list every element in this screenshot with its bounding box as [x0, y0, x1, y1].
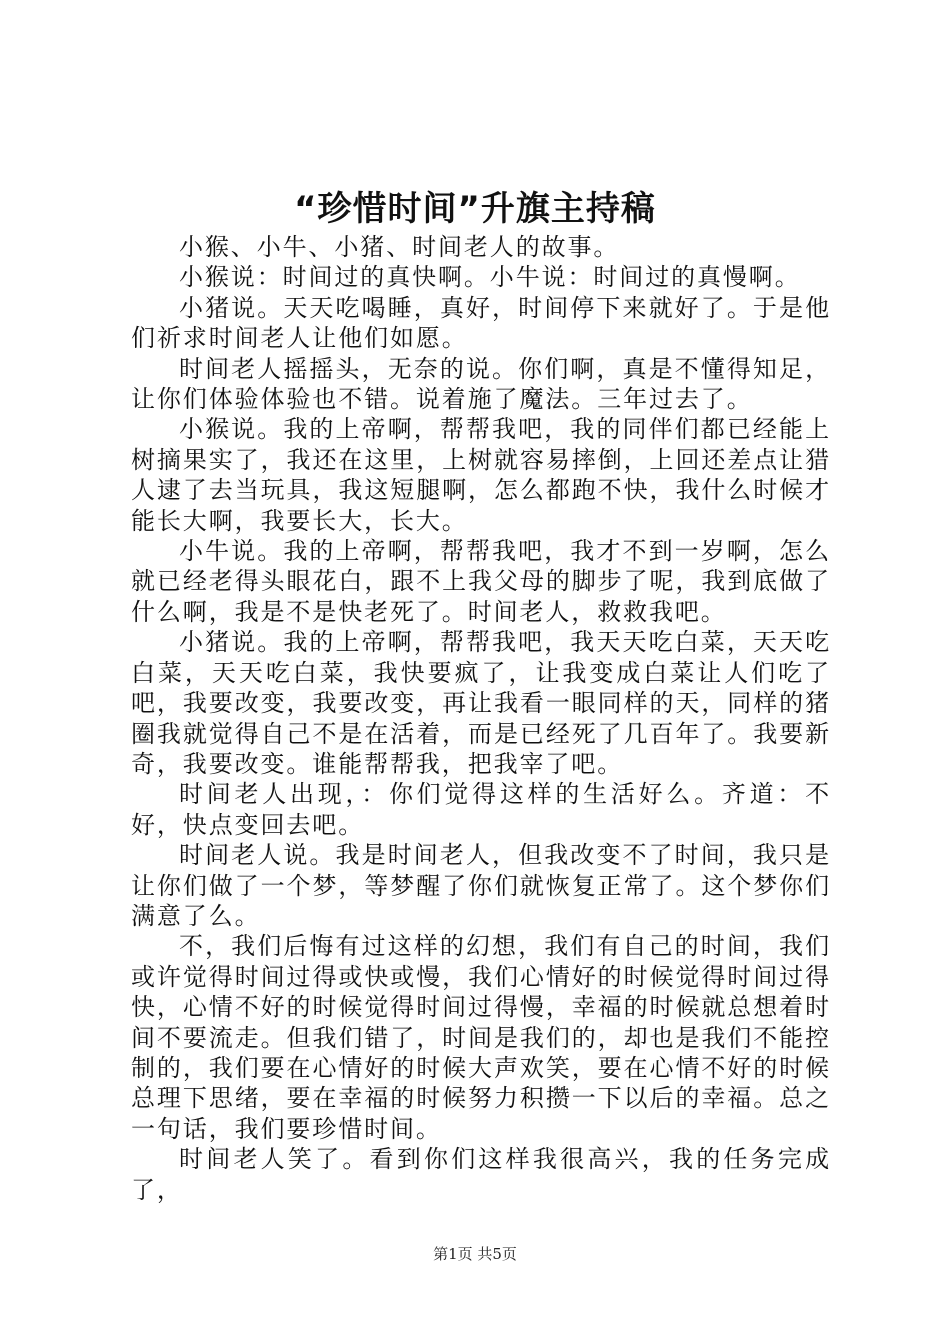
paragraph: 小猴说：时间过的真快啊。小牛说：时间过的真慢啊。 [179, 263, 801, 292]
paragraph: 时间老人笑了。看到你们这样我很高兴，我的任务完成了， [131, 1145, 831, 1204]
paragraph: 时间老人说。我是时间老人，但我改变不了时间，我只是让你们做了一个梦，等梦醒了你们就恢复正常了。这个梦你们满意了么。 [131, 841, 831, 930]
paragraph: 时间老人出现，：你们觉得这样的生活好么。齐道：不好，快点变回去吧。 [131, 780, 831, 839]
paragraph: 时间老人摇摇头，无奈的说。你们啊，真是不懂得知足，让你们体验体验也不错。说着施了魔法。三年过去了。 [131, 354, 831, 414]
paragraph: 小牛说。我的上帝啊，帮帮我吧，我才不到一岁啊，怎么就已经老得头眼花白，跟不上我父母的脚步了呢，我到底做了什么啊，我是不是快老死了。时间老人，救救我吧。 [131, 537, 831, 626]
paragraph: 小猪说。我的上帝啊，帮帮我吧，我天天吃白菜，天天吃白菜，天天吃白菜，我快要疯了，让我变成白菜让人们吃了吧，我要改变，我要改变，再让我看一眼同样的天，同样的猪圈我就觉得自己不是在活着，而是已经死了几百年了。我要新奇，我要改变。谁能帮帮我，把我宰了吧。 [131, 628, 831, 778]
paragraph: 小猴、小牛、小猪、时间老人的故事。 [179, 233, 620, 261]
paragraph: 小猴说。我的上帝啊，帮帮我吧，我的同伴们都已经能上树摘果实了，我还在这里，上树就容易摔倒，上回还差点让猎人逮了去当玩具，我这短腿啊，怎么都跑不快，我什么时候才能长大啊，我要长大，长大。 [131, 415, 831, 535]
document-body [131, 232, 831, 1205]
document-title: “珍惜时间”升旗主持稿 [294, 189, 656, 229]
paragraph: 不，我们后悔有过这样的幻想，我们有自己的时间，我们或许觉得时间过得或快或慢，我们心情好的时候觉得时间过得快，心情不好的时候觉得时间过得慢，幸福的时候就总想着时间不要流走。但我们错了，时间是我们的，却也是我们不能控制的，我们要在心情好的时候大声欢笑，要在心情不好的时候总理下思绪，要在幸福的时候努力积攒一下以后的幸福。总之一句话，我们要珍惜时间。 [131, 932, 831, 1143]
page-number-footer: 第1页 共5页 [433, 1245, 517, 1263]
paragraph: 小猪说。天天吃喝睡，真好，时间停下来就好了。于是他们祈求时间老人让他们如愿。 [131, 293, 831, 353]
